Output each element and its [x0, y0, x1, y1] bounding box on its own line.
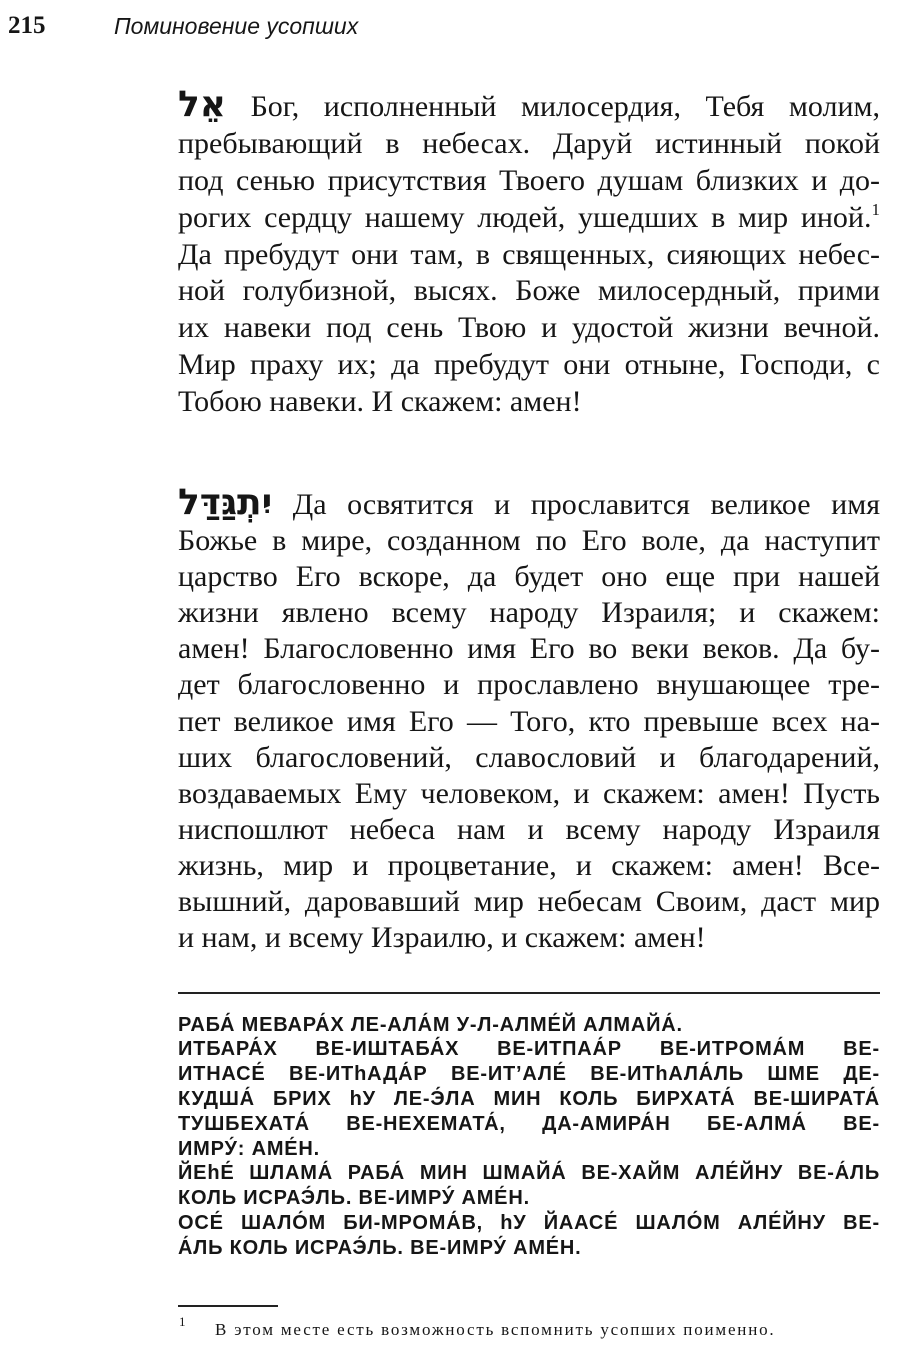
text-line: дет благословенно и прославлено внушающее тре- [178, 668, 880, 702]
transliteration-line: ИТНАСЕ́ ВЕ-ИТhАДА́Р ВЕ-ИТ’АЛЕ́ ВЕ-ИТhАЛА́ЛЬ ШМЕ ДЕ- [178, 1063, 880, 1086]
transliteration-line: А́ЛЬ КОЛЬ ИСРАЭ́ЛЬ. ВЕ-ИМРУ́ АМЕ́Н. [178, 1236, 582, 1259]
text-line: пребывающий в небесах. Даруй истинный покой [178, 126, 880, 160]
transliteration-paragraph [178, 1037, 880, 1161]
text-line: воздаваемых Ему человеком, и скажем: амен! Пусть [178, 776, 880, 810]
text-line: ниспошлют небеса нам и всему народу Израиля [178, 812, 880, 846]
text-line: Тобою навеки. И скажем: амен! [178, 385, 582, 419]
text-line: царство Его вскоре, да будет оно еще при нашей [178, 560, 880, 594]
transliteration-line: КОЛЬ ИСРАЭ́ЛЬ. ВЕ-ИМРУ́ АМЕ́Н. [178, 1187, 530, 1210]
text-line: амен! Благословенно имя Его во веки веков. Да бу- [178, 632, 880, 666]
transliteration-line: ТУШБЕХАТА́ ВЕ-НЕХЕМАТА́, ДА-АМИРА́Н БЕ-АЛМА́ ВЕ- [178, 1112, 880, 1135]
transliteration-paragraph [178, 1211, 880, 1261]
section-divider [178, 992, 880, 994]
text-line: их навеки под сень Твою и удостой жизни вечной. [178, 311, 880, 345]
text-line: пет великое имя Его — Того, кто превыше всех на- [178, 704, 880, 738]
transliteration-line: ЙЕhЕ́ ШЛАМА́ РАБА́ МИН ШМАЙА́ ВЕ-ХАЙМ АЛЕ́ЙНУ ВЕ-А́ЛЬ [178, 1162, 880, 1185]
text-line: под сенью присутствия Твоего душам близких и до- [178, 163, 880, 197]
text-line-content: Бог, исполненный милосердия, Тебя молим, [250, 90, 881, 123]
footnote-text: В этом месте есть возможность вспомнить усопших поименно. [215, 1320, 776, 1339]
text-line: и нам, и всему Израилю, и скажем: амен! [178, 921, 706, 955]
transliteration-paragraph [178, 1161, 880, 1211]
text-line-content: рогих сердцу нашему людей, ушедших в мир иной. [178, 200, 872, 234]
text-line [178, 200, 880, 237]
transliteration-line: РАБА́ МЕВАРА́Х ЛЕ-АЛА́М У-Л-АЛМЕ́Й АЛМАЙА́. [178, 1013, 683, 1036]
text-line: жизнь, мир и процветание, и скажем: амен! Все- [178, 848, 880, 882]
footnote-reference: 1 [871, 199, 880, 219]
text-line [178, 84, 881, 126]
transliteration-block [178, 1013, 880, 1261]
hebrew-incipit: יִתְגַּדַּל [178, 482, 273, 523]
text-line [178, 482, 880, 523]
text-line: ной голубизной, высях. Боже милосердный, прими [178, 274, 880, 308]
footnote-marker: 1 [179, 1314, 186, 1329]
text-line: Божье в мире, созданном по Его воле, да наступит [178, 524, 880, 558]
transliteration-line: ИМРУ́: АМЕ́Н. [178, 1137, 321, 1160]
hebrew-incipit: אֵל [178, 84, 226, 125]
transliteration-line: ОСЕ́ ШАЛО́М БИ-МРОМА́В, hУ ЙААСЕ́ ШАЛО́М АЛЕ́ЙНУ ВЕ- [178, 1211, 880, 1234]
text-line: Да пребудут они там, в священных, сияющих небес- [178, 237, 880, 271]
transliteration-line: ИТБАРА́Х ВЕ-ИШТАБА́Х ВЕ-ИТПАА́Р ВЕ-ИТРОМА́М ВЕ- [178, 1038, 880, 1061]
transliteration-paragraph [178, 1013, 880, 1038]
text-line-content: Да освятится и прославится великое имя [292, 488, 880, 521]
text-line: жизни явлено всему народу Израиля; и скажем: [178, 596, 880, 630]
transliteration-line: КУДША́ БРИХ hУ ЛЕ-Э́ЛА МИН КОЛЬ БИРХАТА́ ВЕ-ШИРАТА́ [178, 1087, 880, 1110]
page-number: 215 [8, 12, 46, 39]
running-title: Поминовение усопших [114, 13, 359, 39]
prayer-paragraph-2 [178, 482, 880, 956]
text-line: ших благословений, славословий и благодарений, [178, 740, 880, 774]
text-line: вышний, даровавший мир небесам Своим, даст мир [178, 885, 880, 919]
text-line: Мир праху их; да пребудут они отныне, Господи, с [178, 348, 880, 382]
prayer-paragraph-1 [178, 84, 881, 421]
footnote-divider [178, 1305, 278, 1307]
